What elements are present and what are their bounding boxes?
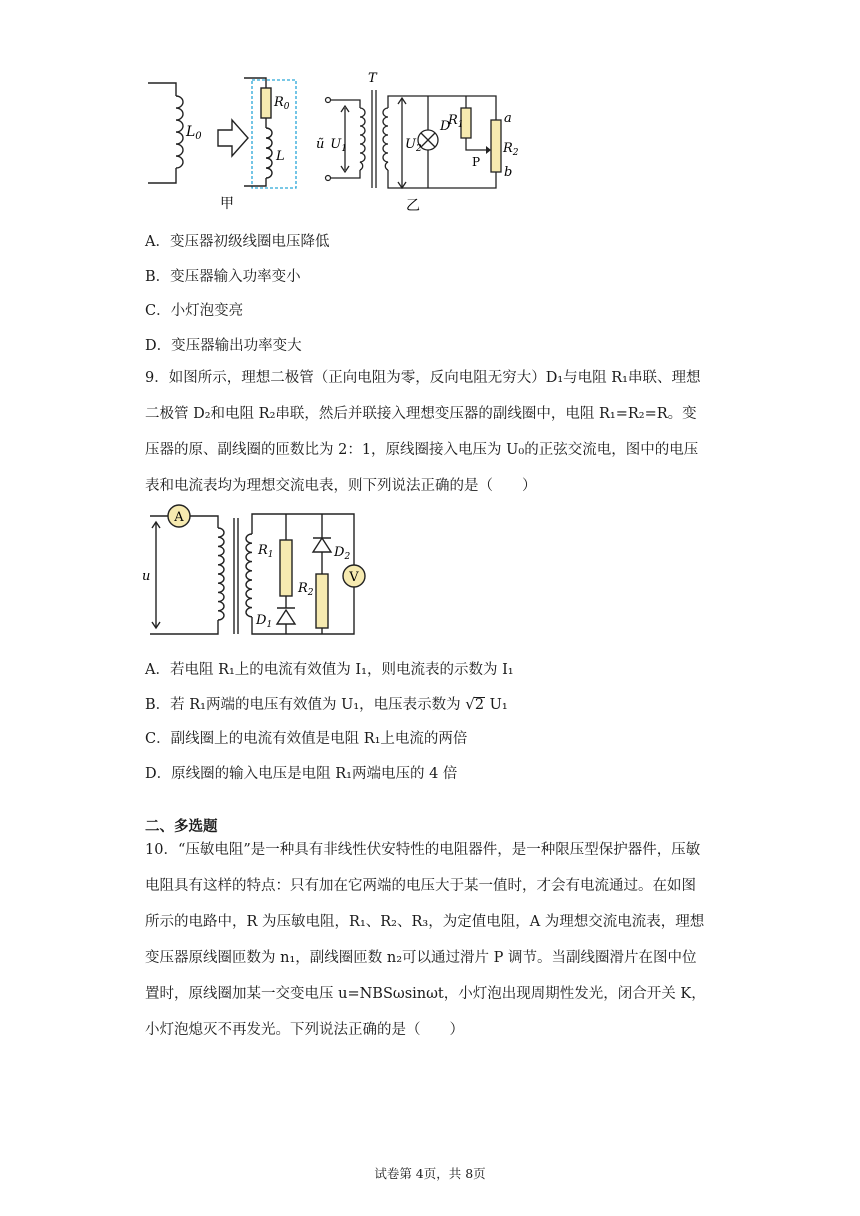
q9-option-b-text: B．若 R₁两端的电压有效值为 U₁，电压表示数为 xyxy=(145,697,461,713)
label-V: V xyxy=(349,570,359,585)
q8-option-c: C．小灯泡变亮 xyxy=(145,303,244,319)
q8-option-b: B．变压器输入功率变小 xyxy=(145,269,301,285)
resistor-R1 xyxy=(280,540,292,596)
figure-transformer-circuit xyxy=(140,68,520,220)
secondary-coil xyxy=(383,108,388,170)
secondary-coil xyxy=(246,534,252,617)
label-L0: $L_0$ xyxy=(186,124,202,142)
label-U1: $U_1$ xyxy=(330,137,347,154)
q9-option-d: D．原线圈的输入电压是电阻 R₁两端电压的 4 倍 xyxy=(145,766,458,782)
q9-line: 9．如图所示，理想二极管（正向电阻为零，反向电阻无穷大）D₁与电阻 R₁串联、理想 xyxy=(145,370,701,386)
label-yi: 乙 xyxy=(406,198,420,214)
q9-option-b-suffix: U₁ xyxy=(489,697,508,713)
q9-line: 表和电流表均为理想交流电表，则下列说法正确的是（ ） xyxy=(145,478,537,494)
label-R1: $R_1$ xyxy=(448,113,464,130)
label-R0: $R_0$ xyxy=(274,95,290,112)
diode-D1-icon xyxy=(277,610,295,624)
q9-option-a: A．若电阻 R₁上的电流有效值为 I₁，则电流表的示数为 I₁ xyxy=(145,662,514,678)
label-a: a xyxy=(504,111,512,126)
figure-diode-circuit xyxy=(140,500,380,640)
coil-L xyxy=(266,128,272,178)
primary-coil xyxy=(360,108,365,170)
label-L: L xyxy=(276,149,285,164)
q8-option-d: D．变压器输出功率变大 xyxy=(145,338,302,354)
label-R1: $R_1$ xyxy=(258,543,274,560)
q10-line: 电阻具有这样的特点：只有加在它两端的电压大于某一值时，才会有电流通过。在如图 xyxy=(145,878,696,894)
arrow-icon xyxy=(218,120,248,156)
section-heading: 二、多选题 xyxy=(145,818,218,835)
page-footer: 试卷第 4页，共 8页 xyxy=(374,1166,486,1181)
label-U2: $U_2$ xyxy=(405,137,422,154)
q10-question xyxy=(145,832,725,1048)
q9-question xyxy=(145,360,725,504)
q9-line: 二极管 D₂和电阻 R₂串联，然后并联接入理想变压器的副线圈中，电阻 R₁=R₂=R。变 xyxy=(145,406,697,422)
q8-option-a: A．变压器初级线圈电压降低 xyxy=(145,234,330,250)
label-P: P xyxy=(472,155,481,169)
primary-coil xyxy=(218,528,224,620)
diode-D2-icon xyxy=(313,538,331,552)
label-R2: $R_2$ xyxy=(298,581,314,598)
coil-L0 xyxy=(148,83,183,183)
sqrt-sign: √ xyxy=(465,695,475,713)
label-R2: $R_2$ xyxy=(503,141,519,158)
label-jia: 甲 xyxy=(220,196,234,212)
label-A: A xyxy=(174,510,184,525)
sqrt-radicand: 2 xyxy=(474,697,485,713)
resistor-R2 xyxy=(316,574,328,628)
q10-line: 置时，原线圈加某一交变电压 u=NBSωsinωt，小灯泡出现周期性发光，闭合开关 K， xyxy=(145,986,706,1002)
label-b: b xyxy=(504,165,513,180)
resistor-R0 xyxy=(261,88,271,118)
label-D1: $D_1$ xyxy=(256,613,273,630)
label-D: D xyxy=(440,119,451,134)
q10-line: 10．“压敏电阻”是一种具有非线性伏安特性的电阻器件，是一种限压型保护器件，压敏 xyxy=(145,842,701,858)
q9-line: 压器的原、副线圈的匝数比为 2：1，原线圈接入电压为 U₀的正弦交流电，图中的电压 xyxy=(145,442,699,458)
q10-line: 小灯泡熄灭不再发光。下列说法正确的是（ ） xyxy=(145,1022,464,1038)
q9-option-c: C．副线圈上的电流有效值是电阻 R₁上电流的两倍 xyxy=(145,731,468,747)
label-T: T xyxy=(368,71,377,86)
label-u: ũ xyxy=(316,137,325,152)
q9-option-b xyxy=(145,694,508,715)
resistor-R2 xyxy=(491,120,501,172)
label-u: u xyxy=(142,569,151,584)
label-D2: $D_2$ xyxy=(334,545,351,562)
q10-line: 所示的电路中，R 为压敏电阻，R₁、R₂、R₃，为定值电阻，A 为理想交流电流表，理想 xyxy=(145,914,705,930)
q10-line: 变压器原线圈匝数为 n₁，副线圈匝数 n₂可以通过滑片 P 调节。当副线圈滑片在图中位 xyxy=(145,950,697,966)
